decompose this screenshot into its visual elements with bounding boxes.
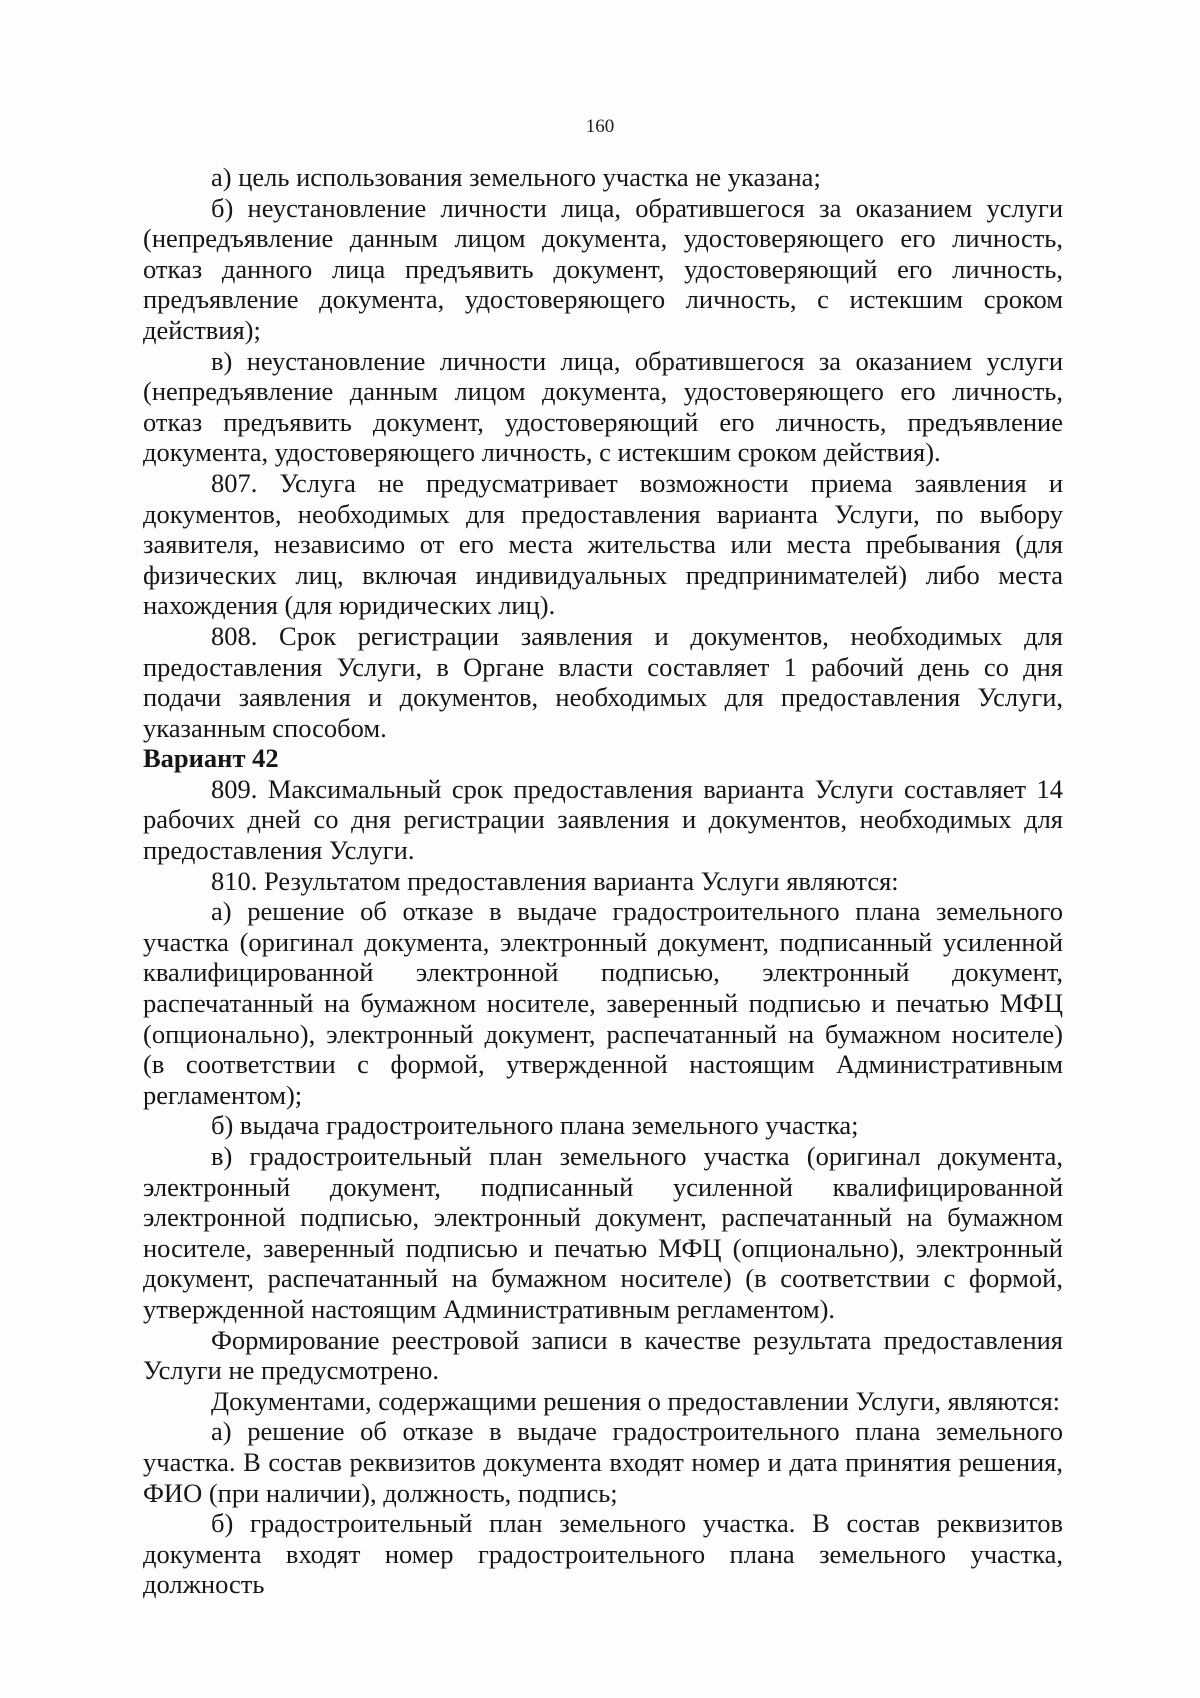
paragraph-documents: Документами, содержащими решения о предоставлении Услуги, являются: — [211, 1385, 1061, 1416]
document-body — [143, 162, 1063, 1600]
page-number: 160 — [585, 116, 615, 137]
paragraph-documents-a: а) решение об отказе в выдаче градостроительного плана земельного участка. В состав реквизитов документа входят номер и дата принятия решения, ФИО (при наличии), должность, подпись; — [143, 1416, 1063, 1508]
paragraph-1c: в) неустановление личности лица, обратившегося за оказанием услуги (непредъявление данным лицом документа, удостоверяющего его личность, отказ предъявить документ, удостоверяющий его личность, предъявление документа, удостоверяющего личность, с истекшим сроком действия). — [143, 345, 1063, 468]
paragraph-810c: в) градостроительный план земельного участка (оригинал документа, электронный документ, подписанный усиленной квалифицированной электронной подписью, электронный документ, распечатанный на бумажном носителе, заверенный подписью и печатью МФЦ (опционально), электронный документ, распечатанный на бумажном носителе) (в соответствии с формой, утвержденной настоящим Административным регламентом). — [143, 1141, 1063, 1324]
paragraph-810b: б) выдача градостроительного плана земельного участка; — [211, 1110, 859, 1141]
paragraph-810a: а) решение об отказе в выдаче градостроительного плана земельного участка (оригинал документа, электронный документ, подписанный усиленной квалифицированной электронной подписью, электронный документ, распечатанный на бумажном носителе, заверенный подписью и печатью МФЦ (опционально), электронный документ, распечатанный на бумажном носителе) (в соответствии с формой, утвержденной настоящим Административным регламентом); — [143, 896, 1063, 1110]
section-heading: Вариант 42 — [143, 743, 279, 774]
paragraph-810: 810. Результатом предоставления варианта Услуги являются: — [211, 865, 899, 896]
paragraph-809: 809. Максимальный срок предоставления варианта Услуги составляет 14 рабочих дней со дня регистрации заявления и документов, необходимых для предоставления Услуги. — [143, 773, 1063, 866]
paragraph-1b: б) неустановление личности лица, обратившегося за оказанием услуги (непредъявление данным лицом документа, удостоверяющего его личность, отказ данного лица предъявить документ, удостоверяющий его личность, предъявление документа, удостоверяющего личность, с истекшим сроком действия); — [143, 192, 1063, 345]
paragraph-documents-b: б) градостроительный план земельного участка. В состав реквизитов документа входят номер градостроительного плана земельного участка, должность — [143, 1508, 1063, 1600]
paragraph-1a: а) цель использования земельного участка не указана; — [211, 162, 821, 192]
paragraph-registry: Формирование реестровой записи в качестве результата предоставления Услуги не предусмотрено. — [143, 1324, 1063, 1386]
paragraph-807: 807. Услуга не предусматривает возможности приема заявления и документов, необходимых для предоставления варианта Услуги, по выбору заявителя, независимо от его места жительства или места пребывания (для физических лиц, включая индивидуальных предпринимателей) либо места нахождения (для юридических лиц). — [143, 467, 1063, 621]
paragraph-808: 808. Срок регистрации заявления и документов, необходимых для предоставления Услуги, в Органе власти составляет 1 рабочий день со дня подачи заявления и документов, необходимых для предоставления Услуги, указанным способом. — [143, 620, 1063, 743]
